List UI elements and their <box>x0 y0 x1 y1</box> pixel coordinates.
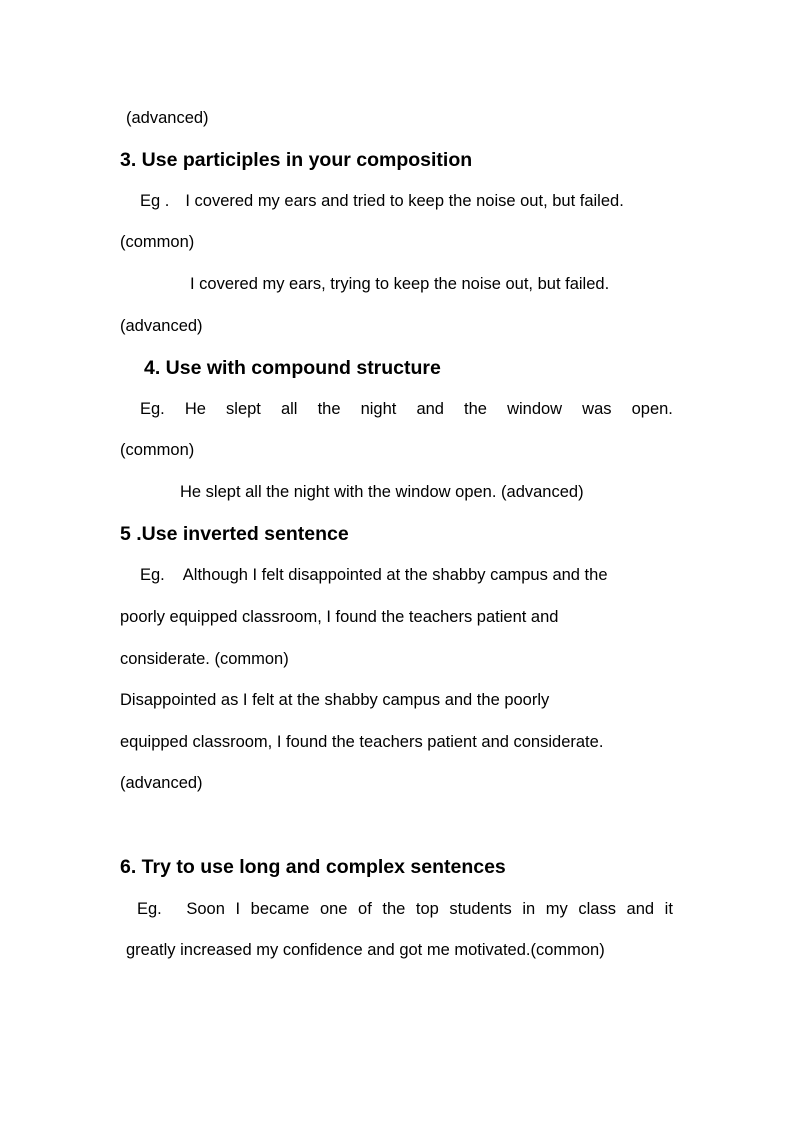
word: one <box>319 900 348 918</box>
text-line: considerate. (common) <box>120 650 289 668</box>
word: and <box>416 400 444 418</box>
word: the <box>317 400 341 418</box>
text-line: (advanced) <box>120 317 203 335</box>
text-line: (common) <box>120 233 195 251</box>
word: of <box>358 900 372 918</box>
word: night <box>360 400 397 418</box>
word: class <box>578 900 616 918</box>
section-heading-4: 4. Use with compound structure <box>144 357 441 379</box>
word: window <box>507 400 563 418</box>
example-line <box>140 564 608 586</box>
example-line-justified <box>140 398 673 420</box>
example-text: Although I felt disappointed at the shabby campus and the <box>182 566 608 584</box>
text-line: (advanced) <box>120 774 203 792</box>
text-line: I covered my ears, trying to keep the noise out, but failed. <box>190 275 610 293</box>
text-line: (advanced) <box>126 109 209 127</box>
word: and <box>626 900 655 918</box>
word: top <box>415 900 439 918</box>
word: slept <box>226 400 261 418</box>
example-line <box>140 190 624 212</box>
example-text: I covered my ears and tried to keep the noise out, but failed. <box>185 192 624 210</box>
word: Eg. <box>140 400 165 418</box>
word: the <box>382 900 406 918</box>
word: my <box>545 900 568 918</box>
word: it <box>664 900 673 918</box>
text-line: Disappointed as I felt at the shabby campus and the poorly <box>120 691 550 709</box>
example-label: Eg . <box>140 192 170 210</box>
word: all <box>280 400 298 418</box>
word: the <box>464 400 487 418</box>
section-heading-5: 5 .Use inverted sentence <box>120 523 349 545</box>
example-label: Eg. <box>140 566 165 584</box>
text-line: greatly increased my confidence and got me motivated.(common) <box>126 941 605 959</box>
word: students <box>449 900 512 918</box>
text-line: poorly equipped classroom, I found the teachers patient and <box>120 608 559 626</box>
word: became <box>250 900 310 918</box>
word: open. <box>631 400 673 418</box>
word: was <box>582 400 612 418</box>
word: Soon <box>186 900 225 918</box>
section-heading-6: 6. Try to use long and complex sentences <box>120 856 506 878</box>
section-heading-3: 3. Use participles in your composition <box>120 149 473 171</box>
text-line: He slept all the night with the window open. (advanced) <box>180 483 584 501</box>
word: in <box>522 900 536 918</box>
example-label: Eg. <box>137 900 162 918</box>
text-line: equipped classroom, I found the teachers patient and considerate. <box>120 733 604 751</box>
text-line: (common) <box>120 441 195 459</box>
example-line-justified <box>137 898 673 920</box>
word: He <box>184 400 206 418</box>
word: I <box>235 900 241 918</box>
